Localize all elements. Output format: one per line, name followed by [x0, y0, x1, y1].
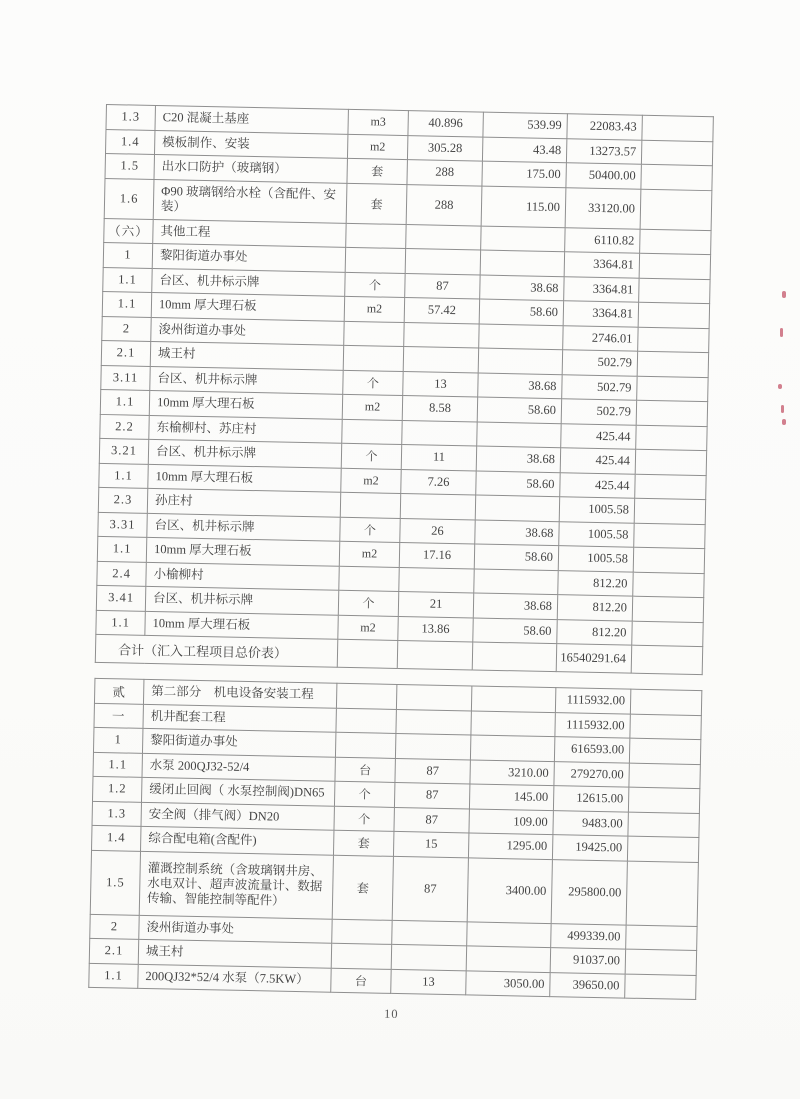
cell-description: 10mm 厚大理石板: [151, 292, 344, 320]
cell-unit: [343, 345, 403, 371]
cell-blank: [635, 449, 706, 475]
cell-blank: [641, 140, 712, 166]
cell-blank: [632, 621, 703, 647]
cell-unit: 套: [347, 158, 407, 184]
cell-blank: [631, 645, 703, 674]
cell-quantity: 87: [392, 856, 468, 921]
cell-unit-price: [478, 348, 562, 374]
cell-unit: m2: [338, 615, 398, 641]
cell-amount: 812.20: [557, 595, 632, 621]
cell-description: 模板制作、安装: [154, 130, 347, 158]
cell-item-no: 1.1: [103, 267, 152, 292]
cell-blank: [633, 547, 704, 573]
paper-sheet: [88, 104, 713, 1028]
cell-amount: 13273.57: [566, 138, 641, 164]
cell-quantity: 288: [407, 160, 482, 186]
cell-description: 安全阀（排气阀）DN20: [141, 802, 334, 830]
cell-unit: 个: [345, 272, 405, 298]
cell-item-no: 1.4: [106, 129, 155, 154]
cell-amount: 91037.00: [550, 948, 625, 974]
cell-unit-price: 1295.00: [468, 833, 552, 859]
cell-description: 200QJ32*52/4 水泵（7.5KW）: [138, 964, 331, 992]
cell-unit: 个: [341, 443, 401, 469]
cell-blank: [639, 278, 710, 304]
cell-quantity: [402, 420, 477, 446]
cell-blank: [629, 763, 700, 789]
cell-amount: 2746.01: [563, 325, 638, 351]
cell-quantity: 8.58: [402, 396, 477, 422]
cell-amount: 812.20: [558, 570, 633, 596]
cell-quantity: 87: [395, 758, 470, 784]
cell-description: 小榆柳村: [146, 562, 339, 590]
cell-blank: [642, 115, 713, 141]
cell-item-no: 2.4: [97, 561, 146, 586]
cell-blank: [637, 376, 708, 402]
cell-blank: [628, 787, 699, 813]
cell-unit: [346, 223, 406, 249]
cell-quantity: [399, 567, 474, 593]
cell-description: 灌溉控制系统（含玻璃钢井房、水电双计、超声波流量计、数据传输、智能控制等配件）: [139, 851, 333, 919]
cell-amount: 279270.00: [554, 761, 629, 787]
cell-unit: [345, 247, 405, 273]
cell-unit: 个: [343, 370, 403, 396]
cell-amount: 502.79: [561, 399, 636, 425]
cell-unit-price: [481, 226, 565, 252]
construction-cost-table-part1: [95, 104, 714, 675]
cell-blank: [637, 351, 708, 377]
cell-unit-price: [467, 921, 551, 947]
cell-item-no: 2.1: [101, 340, 150, 365]
cell-item-no: 1.3: [106, 105, 155, 130]
cell-amount: 3364.81: [564, 252, 639, 278]
cell-unit-price: [471, 710, 555, 736]
cell-quantity: [405, 249, 480, 275]
cell-quantity: [396, 709, 471, 735]
cell-unit-price: [479, 324, 563, 350]
cell-blank: [636, 400, 707, 426]
cell-description: 出水口防护（玻璃钢）: [154, 154, 347, 182]
cell-unit-price: [480, 250, 564, 276]
cell-quantity: [403, 347, 478, 373]
cell-item-no: 1.6: [104, 178, 154, 219]
cell-item-no: 1.5: [105, 154, 154, 179]
cell-quantity: 87: [394, 807, 469, 833]
cell-unit: 个: [338, 590, 398, 616]
cell-item-no: 2: [90, 914, 139, 939]
cell-amount: 425.44: [560, 472, 635, 498]
cell-quantity: 21: [398, 591, 473, 617]
cell-description: 黎阳街道办事处: [142, 728, 335, 756]
cell-amount: 1005.58: [559, 497, 634, 523]
cell-amount: 39650.00: [550, 972, 625, 998]
cell-quantity: [392, 920, 467, 946]
cell-unit: [331, 943, 391, 969]
cell-unit-price: 58.60: [479, 299, 563, 325]
cell-unit-price: 43.48: [482, 137, 566, 163]
cell-unit-price: 58.60: [474, 544, 558, 570]
cell-item-no: 1.5: [90, 850, 140, 915]
cell-unit: [335, 732, 395, 758]
cell-unit: 台: [331, 968, 391, 994]
cell-unit: 套: [346, 183, 407, 224]
red-ink-mark: [782, 419, 786, 425]
cell-unit: m2: [344, 296, 404, 322]
cell-item-no: 1.2: [93, 776, 142, 801]
cell-amount: 12615.00: [553, 786, 628, 812]
cell-quantity: [397, 640, 473, 669]
cell-quantity: 288: [406, 184, 482, 225]
cell-quantity: [406, 224, 481, 250]
cell-amount: 9483.00: [553, 810, 628, 836]
cell-blank: [628, 812, 699, 838]
cell-blank: [638, 302, 709, 328]
cell-unit-price: 38.68: [476, 446, 560, 472]
cell-description: 浚州街道办事处: [151, 317, 344, 345]
cell-amount: 502.79: [562, 374, 637, 400]
cell-quantity: [395, 733, 470, 759]
red-ink-mark: [781, 405, 784, 413]
cell-quantity: 7.26: [401, 469, 476, 495]
cell-unit: m2: [341, 468, 401, 494]
cell-unit: [336, 683, 396, 709]
cell-unit-price: 145.00: [469, 784, 553, 810]
cell-amount: 22083.43: [567, 114, 642, 140]
cell-blank: [630, 689, 701, 715]
cell-unit-price: [477, 422, 561, 448]
cell-description: 10mm 厚大理石板: [146, 537, 339, 565]
cell-unit-price: 115.00: [481, 186, 566, 228]
cell-unit: 个: [334, 806, 394, 832]
cell-item-no: 1.1: [97, 536, 146, 561]
page-number: 10: [383, 1006, 399, 1022]
cell-unit-price: 58.60: [477, 397, 561, 423]
cell-amount: 1115932.00: [555, 688, 630, 714]
cell-unit-price: 58.60: [476, 471, 560, 497]
cell-amount: 3364.81: [564, 276, 639, 302]
cell-unit-price: 38.68: [480, 275, 564, 301]
cell-unit: m2: [339, 541, 399, 567]
cell-blank: [640, 189, 712, 230]
cell-quantity: 87: [394, 782, 469, 808]
cell-amount: 33120.00: [565, 187, 641, 228]
cell-quantity: [391, 944, 466, 970]
red-ink-mark: [782, 291, 786, 298]
cell-item-no: 3.11: [101, 365, 150, 390]
cell-quantity: 13: [403, 371, 478, 397]
cell-unit-price: [474, 568, 558, 594]
cell-amount: 425.44: [561, 423, 636, 449]
red-ink-mark: [780, 328, 783, 337]
cell-blank: [629, 738, 700, 764]
cell-quantity: [404, 322, 479, 348]
cell-total-label: 合计（汇入工程项目总价表）: [95, 634, 338, 667]
cell-item-no: 1.1: [93, 752, 142, 777]
cell-description: 水泵 200QJ32-52/4: [142, 753, 335, 781]
cell-unit-price: [470, 735, 554, 761]
cell-blank: [635, 474, 706, 500]
cell-description: 城王村: [150, 341, 343, 369]
cell-item-no: 2.1: [89, 938, 138, 963]
cell-item-no: 1: [103, 242, 152, 267]
cell-blank: [634, 523, 705, 549]
cell-blank: [641, 164, 712, 190]
cell-description: 东榆柳村、苏庄村: [149, 415, 342, 443]
cell-unit-price: 38.68: [478, 373, 562, 399]
cell-unit: 台: [335, 757, 395, 783]
cell-amount: 50400.00: [566, 163, 641, 189]
cell-blank: [633, 572, 704, 598]
cell-description: 10mm 厚大理石板: [148, 464, 341, 492]
cell-amount: 16540291.64: [556, 644, 632, 673]
cell-quantity: 87: [405, 273, 480, 299]
cell-description: 缓闭止回阀（ 水泵控制阀)DN65: [142, 777, 335, 805]
cell-unit: m2: [342, 394, 402, 420]
cell-blank: [625, 974, 696, 1000]
cell-description: 第二部分 机电设备安装工程: [143, 679, 336, 707]
cell-blank: [630, 714, 701, 740]
red-ink-mark: [778, 384, 782, 389]
cell-item-no: 1: [93, 727, 142, 752]
cell-description: 台区、机井标示牌: [147, 513, 340, 541]
cell-quantity: [400, 493, 475, 519]
cell-amount: 425.44: [560, 448, 635, 474]
cell-item-no: 2.3: [98, 487, 147, 512]
cell-item-no: 2: [102, 316, 151, 341]
cell-description: 孙庄村: [147, 488, 340, 516]
cell-unit: 套: [332, 855, 393, 920]
cell-item-no: 1.1: [89, 963, 138, 988]
cell-item-no: 1.3: [92, 801, 141, 826]
cell-quantity: 17.16: [399, 542, 474, 568]
cell-unit-price: 3400.00: [467, 857, 552, 923]
cell-amount: 1115932.00: [555, 712, 630, 738]
cell-unit-price: 38.68: [475, 519, 559, 545]
cell-description: 浚州街道办事处: [139, 915, 332, 943]
cell-item-no: （六）: [104, 218, 153, 243]
cell-description: 其他工程: [153, 219, 346, 247]
cell-quantity: 40.896: [408, 111, 483, 137]
cell-unit-price: 38.68: [473, 593, 557, 619]
cell-amount: 1005.58: [558, 546, 633, 572]
cell-item-no: 1.1: [102, 291, 151, 316]
cell-unit: [332, 919, 392, 945]
cell-blank: [625, 949, 696, 975]
cell-item-no: 1.1: [99, 463, 148, 488]
cell-item-no: 1.1: [100, 389, 149, 414]
cell-unit: [342, 419, 402, 445]
cell-description: 台区、机井标示牌: [152, 268, 345, 296]
cell-unit-price: 3050.00: [466, 970, 550, 996]
cell-quantity: 305.28: [407, 135, 482, 161]
cell-blank: [634, 498, 705, 524]
cell-amount: 499339.00: [551, 923, 626, 949]
cell-unit: m2: [347, 134, 407, 160]
cell-unit: [339, 566, 399, 592]
equipment-install-table-part2: [88, 678, 702, 1000]
cell-unit-price: 3210.00: [470, 759, 554, 785]
cell-unit: [336, 708, 396, 734]
cell-quantity: 13.86: [398, 616, 473, 642]
cell-unit: [344, 321, 404, 347]
cell-unit: [340, 492, 400, 518]
cell-quantity: 57.42: [404, 298, 479, 324]
cell-amount: 616593.00: [554, 737, 629, 763]
cell-blank: [640, 229, 711, 255]
cell-blank: [638, 327, 709, 353]
cell-quantity: 26: [400, 518, 475, 544]
cell-unit: 个: [340, 517, 400, 543]
table-row: [90, 850, 698, 926]
cell-quantity: [396, 684, 471, 710]
cell-item-no: 3.21: [99, 438, 148, 463]
cell-unit-price: [475, 495, 559, 521]
cell-description: 台区、机井标示牌: [150, 366, 343, 394]
cell-item-no: 1.1: [96, 610, 145, 635]
cell-description: 10mm 厚大理石板: [145, 611, 338, 639]
cell-item-no: 1.4: [92, 825, 141, 850]
cell-unit-price: 539.99: [483, 112, 567, 138]
cell-amount: 812.20: [557, 619, 632, 645]
cell-item-no: 贰: [94, 678, 143, 703]
cell-unit-price: [466, 946, 550, 972]
cell-item-no: 3.41: [96, 585, 145, 610]
cell-description: 台区、机井标示牌: [145, 586, 338, 614]
cell-item-no: 一: [94, 703, 143, 728]
cell-unit-price: 58.60: [473, 617, 557, 643]
cell-blank: [636, 425, 707, 451]
cell-unit: 个: [334, 781, 394, 807]
cell-description: 黎阳街道办事处: [152, 243, 345, 271]
cell-unit-price: 109.00: [469, 808, 553, 834]
cell-amount: 502.79: [562, 350, 637, 376]
cell-description: 机井配套工程: [143, 704, 336, 732]
cell-unit: 套: [333, 830, 393, 856]
cell-unit-price: [472, 642, 557, 672]
cell-item-no: 2.2: [100, 414, 149, 439]
cell-description: Φ90 玻璃钢给水栓（含配件、安装）: [153, 179, 347, 223]
cell-blank: [632, 596, 703, 622]
cell-unit: [337, 639, 398, 668]
cell-blank: [627, 836, 698, 862]
cell-amount: 1005.58: [559, 521, 634, 547]
cell-description: C20 混凝土基座: [155, 105, 348, 133]
cell-amount: 6110.82: [565, 227, 640, 253]
cell-description: 城王村: [138, 939, 331, 967]
cell-unit-price: [471, 686, 555, 712]
cell-amount: 19425.00: [552, 835, 627, 861]
cell-unit: m3: [348, 109, 408, 135]
cell-quantity: 15: [393, 831, 468, 857]
cell-quantity: 11: [401, 445, 476, 471]
cell-amount: 3364.81: [563, 301, 638, 327]
cell-blank: [639, 253, 710, 279]
cell-blank: [626, 861, 698, 926]
cell-description: 综合配电箱(含配件): [141, 826, 334, 854]
cell-unit-price: 175.00: [482, 161, 566, 187]
cell-quantity: 13: [391, 969, 466, 995]
cell-blank: [626, 925, 697, 951]
cell-description: 10mm 厚大理石板: [149, 390, 342, 418]
cell-amount: 295800.00: [551, 859, 627, 924]
cell-item-no: 3.31: [98, 512, 147, 537]
cell-description: 台区、机井标示牌: [148, 439, 341, 467]
